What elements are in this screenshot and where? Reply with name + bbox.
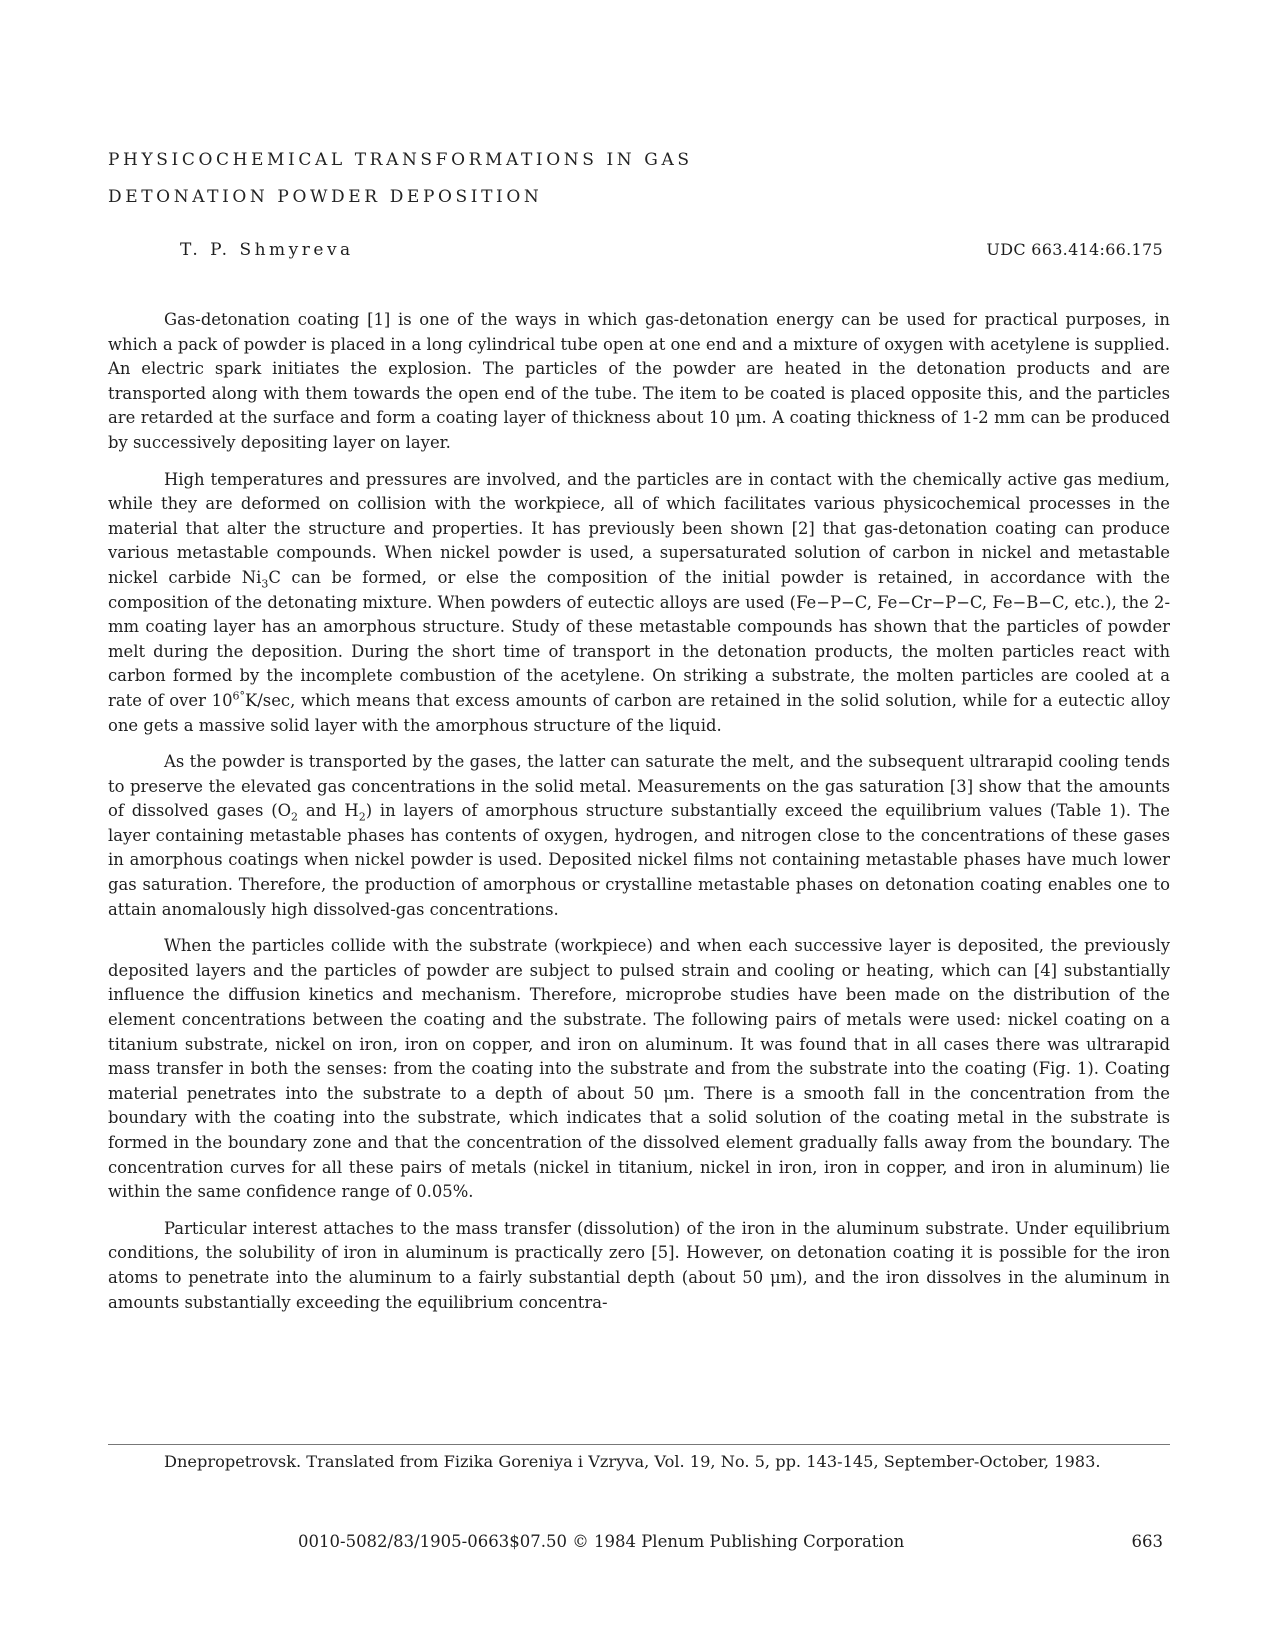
- superscript: 6°: [232, 689, 246, 703]
- page-number: 663: [1131, 1532, 1163, 1551]
- footnote-divider: [108, 1444, 1170, 1445]
- paragraph-4: When the particles collide with the substrate (workpiece) and when each successive layer is deposited, the previously deposited layers and the particles of powder are subject to pulsed strain and cooling or heating, which can [4] substantially influence the diffusion kinetics and mechanism. Therefore, microprobe studies have been made on the distribution of the element concentrations between the coating and the substrate. The following pairs of metals were used: nickel coating on a titanium substrate, nickel on iron, iron on copper, and iron on aluminum. It was found that in all cases there was ultrarapid mass transfer in both the senses: from the coating into the substrate and from the substrate into the coating (Fig. 1). Coating material penetrates into the substrate to a depth of about 50 μm. There is a smooth fall in the concentration from the boundary with the coating into the substrate, which indicates that a solid solution of the coating metal in the substrate is formed in the boundary zone and that the concentration of the dissolved element gradually falls away from the boundary. The concentration curves for all these pairs of metals (nickel in titanium, nickel in iron, iron in copper, and iron in aluminum) lie within the same confidence range of 0.05%.: [108, 936, 1170, 1202]
- paragraph-2-part-a: High temperatures and pressures are involved, and the particles are in contact with the chemically active gas medium, while they are deformed on collision with the workpiece, all of which facilitates various physicochemical processes in the material that alter the structure and properties. It has previously been shown [2] that gas-detonation coating can produce various metastable compounds. When nickel powder is used, a supersaturated solution of carbon in nickel and metastable nickel carbide Ni: [108, 469, 1170, 587]
- publication-footer: 0010-5082/83/1905-0663$07.50 © 1984 Plenum Publishing Corporation: [298, 1532, 905, 1551]
- article-body: [108, 308, 1170, 1327]
- paragraph-2: [108, 468, 1170, 739]
- paragraph-3: [108, 750, 1170, 922]
- paragraph-1: Gas-detonation coating [1] is one of the ways in which gas-detonation energy can be used for practical purposes, in which a pack of powder is placed in a long cylindrical tube open at one end and a mixture of oxygen with acetylene is supplied. An electric spark initiates the explosion. The particles of the powder are heated in the detonation products and are transported along with them towards the open end of the tube. The item to be coated is placed opposite this, and the particles are retarded at the surface and form a coating layer of thickness about 10 μm. A coating thickness of 1-2 mm can be produced by successively depositing layer on layer.: [108, 310, 1170, 452]
- udc-code: UDC 663.414:66.175: [986, 240, 1163, 259]
- paper-title-line-2: DETONATION POWDER DEPOSITION: [108, 187, 543, 207]
- subscript: 2: [358, 810, 366, 824]
- paragraph-3-part-a: As the powder is transported by the gases, the latter can saturate the melt, and the subsequent ultrarapid cooling tends to preserve the elevated gas concentrations in the solid metal. Measurements on the gas saturation [3] show that the amounts of dissolved gases (O: [108, 752, 1170, 821]
- paragraph-2-part-b: C can be formed, or else the composition of the initial powder is retained, in accordance with the composition of the detonating mixture. When powders of eutectic alloys are used (Fe−P−C, Fe−Cr−P−C, Fe−B−C, etc.), the 2-mm coating layer has an amorphous structure. Study of these metastable compounds has shown that the particles of powder melt during the deposition. During the short time of transport in the detonation products, the molten particles react with carbon formed by the incomplete combustion of the acetylene. On striking a substrate, the molten particles are cooled at a rate of over 10: [108, 567, 1170, 710]
- paper-title-line-1: PHYSICOCHEMICAL TRANSFORMATIONS IN GAS: [108, 150, 693, 170]
- paragraph-3-part-c: ) in layers of amorphous structure substantially exceed the equilibrium values (Table 1). The layer containing metastable phases has contents of oxygen, hydrogen, and nitrogen close to the concentrations of these gases in amorphous coatings when nickel powder is used. Deposited nickel films not containing metastable phases have much lower gas saturation. Therefore, the production of amorphous or crystalline metastable phases on detonation coating enables one to attain anomalously high dissolved-gas concentrations.: [108, 801, 1170, 919]
- paragraph-5: Particular interest attaches to the mass transfer (dissolution) of the iron in the aluminum substrate. Under equilibrium conditions, the solubility of iron in aluminum is practically zero [5]. However, on detonation coating it is possible for the iron atoms to penetrate into the aluminum to a fairly substantial depth (about 50 μm), and the iron dissolves in the aluminum in amounts substantially exceeding the equilibrium concentra-: [108, 1218, 1170, 1312]
- subscript: 3: [261, 577, 269, 591]
- author: T. P. Shmyreva: [180, 240, 354, 260]
- footnote: Dnepropetrovsk. Translated from Fizika Goreniya i Vzryva, Vol. 19, No. 5, pp. 143-145, September-October, 1983.: [164, 1452, 1101, 1471]
- paragraph-3-part-b: and H: [298, 801, 359, 821]
- paragraph-2-part-c: K/sec, which means that excess amounts of carbon are retained in the solid solution, while for a eutectic alloy one gets a massive solid layer with the amorphous structure of the liquid.: [108, 690, 1171, 735]
- subscript: 2: [291, 810, 299, 824]
